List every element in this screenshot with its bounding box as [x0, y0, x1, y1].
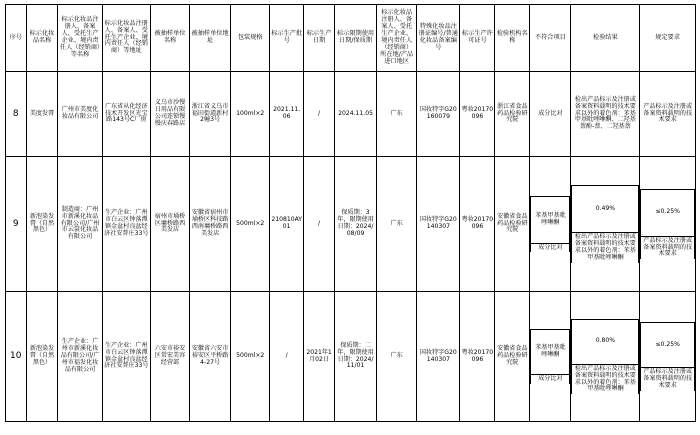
cell-registrant-name: 制造商：广州市新溪化妆品有限公司/广州市云裳化妆品有限公司 — [58, 157, 102, 292]
cell-filing-no: 国妆特字G20140307 — [417, 157, 460, 292]
header-cell-seq: 序号 — [6, 5, 27, 72]
header-cell-batch: 标示生产批号 — [270, 5, 304, 72]
cell-sampled-address: 安徽省宿州市埇桥区科技路西南墉桥路西美发店 — [190, 157, 231, 292]
cell-failed-item: 成分比对 — [531, 375, 570, 384]
cell-requirement: 产品标示及注册或备案资料载明的技术要求 — [641, 236, 695, 259]
cell-registrant-address: 广东省从化经济技术开发区光宝路143号C厂房 — [102, 72, 150, 157]
cell-filing-no: 国妆特字G20160079 — [417, 72, 460, 157]
cell-sampled-unit: 宿州市埇桥区墉桥路西美发店 — [150, 157, 189, 292]
header-cell-institution: 检验机构名称 — [495, 5, 530, 72]
cell-requirement-group — [640, 157, 696, 292]
result-subtable — [571, 185, 639, 262]
cell-failed-item: 苯基甲基吡唑啉酮 — [531, 330, 570, 375]
cell-requirement: 产品标示及注册或备案资料载明的技术要求 — [641, 368, 695, 391]
cell-result: 检出产品标示及注册或备案资料载明的技术要求以外的着色剂：苯基甲基吡唑啉酮、二羟基萘酚-萘、二羟基萘 — [571, 72, 640, 157]
cell-shelf-life: 保质期：二年，限期使用日期：2024/11/01 — [334, 292, 376, 422]
subrow — [641, 368, 695, 391]
cell-batch: / — [270, 292, 304, 422]
cell-failed-item: 苯基甲基吡唑啉酮 — [531, 196, 570, 243]
cell-batch: 2021.11.06 — [270, 72, 304, 157]
header-cell-product-name: 标示化妆品名称 — [26, 5, 58, 72]
cell-institution: 安徽省食品药品检验研究院 — [495, 157, 530, 292]
table-body — [6, 72, 696, 422]
header-cell-region: 标示化妆品注册人、备案人、受托生产企业、境内责任人（经销商）所在地/产品进口地区 — [377, 5, 417, 72]
cell-failed-item-group — [530, 292, 571, 422]
requirement-subtable — [640, 322, 695, 390]
subrow — [572, 364, 639, 394]
cell-result: 0.49% — [572, 186, 639, 233]
cell-spec: 100ml×2 — [231, 72, 270, 157]
header-cell-sampled-address: 被抽样单位地址 — [190, 5, 231, 72]
subrow — [641, 189, 695, 236]
cell-result-group — [571, 292, 640, 422]
cell-registrant-name: 广州市美度化妆品有限公司 — [58, 72, 102, 157]
subrow — [641, 236, 695, 259]
inspection-table — [5, 4, 696, 422]
cell-license-no: 粤妆20170096 — [460, 292, 495, 422]
header-cell-result: 检验结果 — [571, 5, 640, 72]
cell-failed-item: 成分比对 — [530, 72, 571, 157]
cell-shelf-life: 2024.11.05 — [334, 72, 376, 157]
cell-registrant-name: 生产企业：广州市新溪化妆品有限公司/广州市福发化妆品有限公司 — [58, 292, 102, 422]
header-cell-spec: 包装规格 — [231, 5, 270, 72]
subrow — [641, 323, 695, 368]
cell-requirement: ≤0.25% — [641, 323, 695, 368]
subrow — [531, 330, 570, 375]
cell-institution: 安徽省食品药品检验研究院 — [495, 292, 530, 422]
subrow — [531, 243, 570, 252]
cell-batch: 210810AY01 — [270, 157, 304, 292]
header-cell-filing-no: 特殊化妆品注册证编号/普通化妆品备案编号 — [417, 5, 460, 72]
cell-prod-date: / — [304, 72, 335, 157]
cell-product-name: 新泡染发膏（自然黑色） — [26, 157, 58, 292]
subrow — [572, 319, 639, 364]
cell-registrant-address: 生产企业：广州市白云区钟落潭镇金盆村良盆经济社安普庄33号 — [102, 292, 150, 422]
cell-institution: 浙江省食品药品检验研究院 — [495, 72, 530, 157]
cell-requirement-group — [640, 292, 696, 422]
header-cell-registrant-name: 标示化妆品注册人、备案人、受托生产企业、境内责任人（经销商）等名称 — [58, 5, 102, 72]
cell-license-no: 粤妆20170096 — [460, 72, 495, 157]
failed-item-subtable — [530, 329, 570, 384]
cell-shelf-life: 保质期：3年，限期使用日期：2024/08/09 — [334, 157, 376, 292]
cell-product-name: 新泡染发膏（自然黑色） — [26, 292, 58, 422]
cell-seq: 9 — [6, 157, 27, 292]
header-cell-prod-date: 标示生产日期 — [304, 5, 335, 72]
header-cell-license-no: 标示生产许可证号 — [460, 5, 495, 72]
cell-sampled-unit: 义乌市沙慢日用品有限公司连锁慢慢庆春路店 — [150, 72, 189, 157]
cell-sampled-address: 浙江省义乌市福田街道新村2幢3号 — [190, 72, 231, 157]
header-cell-shelf-life: 标示限期使用日期/保质期 — [334, 5, 376, 72]
cell-license-no: 粤妆20170096 — [460, 157, 495, 292]
table-row — [6, 292, 696, 422]
cell-sampled-address: 安徽省六安市裕安区平桥路4-27号 — [190, 292, 231, 422]
header-cell-requirement: 规定要求 — [640, 5, 696, 72]
header-row — [6, 5, 696, 72]
subrow — [572, 186, 639, 233]
cell-result: 0.80% — [572, 319, 639, 364]
subrow — [531, 375, 570, 384]
cell-prod-date: 2021年1月02日 — [304, 292, 335, 422]
subrow — [572, 233, 639, 263]
cell-requirement: 产品标示及注册或备案资料载明的技术要求 — [640, 72, 696, 157]
cell-failed-item: 成分比对 — [531, 243, 570, 252]
cell-seq: 8 — [6, 72, 27, 157]
failed-item-subtable — [530, 196, 570, 253]
cell-seq: 10 — [6, 292, 27, 422]
table-header — [6, 5, 696, 72]
subrow — [531, 196, 570, 243]
table-row — [6, 157, 696, 292]
cell-spec: 500ml×2 — [231, 292, 270, 422]
header-cell-failed-item: 不符合项目 — [530, 5, 571, 72]
header-cell-registrant-address: 标示化妆品注册人、备案人、受托生产企业、境内责任人（经销商）等地址 — [102, 5, 150, 72]
cell-spec: 500ml×2 — [231, 157, 270, 292]
cell-region: 广东 — [377, 292, 417, 422]
table-row — [6, 72, 696, 157]
cell-sampled-unit: 六安市裕安区常宏美容经营部 — [150, 292, 189, 422]
cell-region: 广东 — [377, 72, 417, 157]
cell-prod-date: / — [304, 157, 335, 292]
cell-result: 检出产品标示及注册或备案资料载明的技术要求以外的着色剂：苯基甲基吡唑啉酮 — [572, 233, 639, 263]
cell-product-name: 美度发膏 — [26, 72, 58, 157]
cell-result: 检出产品标示及注册或备案资料载明的技术要求以外的着色剂：苯基甲基吡唑啉酮 — [572, 364, 639, 394]
cell-result-group — [571, 157, 640, 292]
cell-region: 广东 — [377, 157, 417, 292]
cell-registrant-address: 生产企业：广州市白云区钟落潭镇金盆村良盆经济社安普庄33号 — [102, 157, 150, 292]
requirement-subtable — [640, 189, 695, 259]
cell-filing-no: 国妆特字G20140307 — [417, 292, 460, 422]
cell-failed-item-group — [530, 157, 571, 292]
result-subtable — [571, 319, 639, 394]
cell-requirement: ≤0.25% — [641, 189, 695, 236]
header-cell-sampled-unit: 被抽样单位名称 — [150, 5, 189, 72]
